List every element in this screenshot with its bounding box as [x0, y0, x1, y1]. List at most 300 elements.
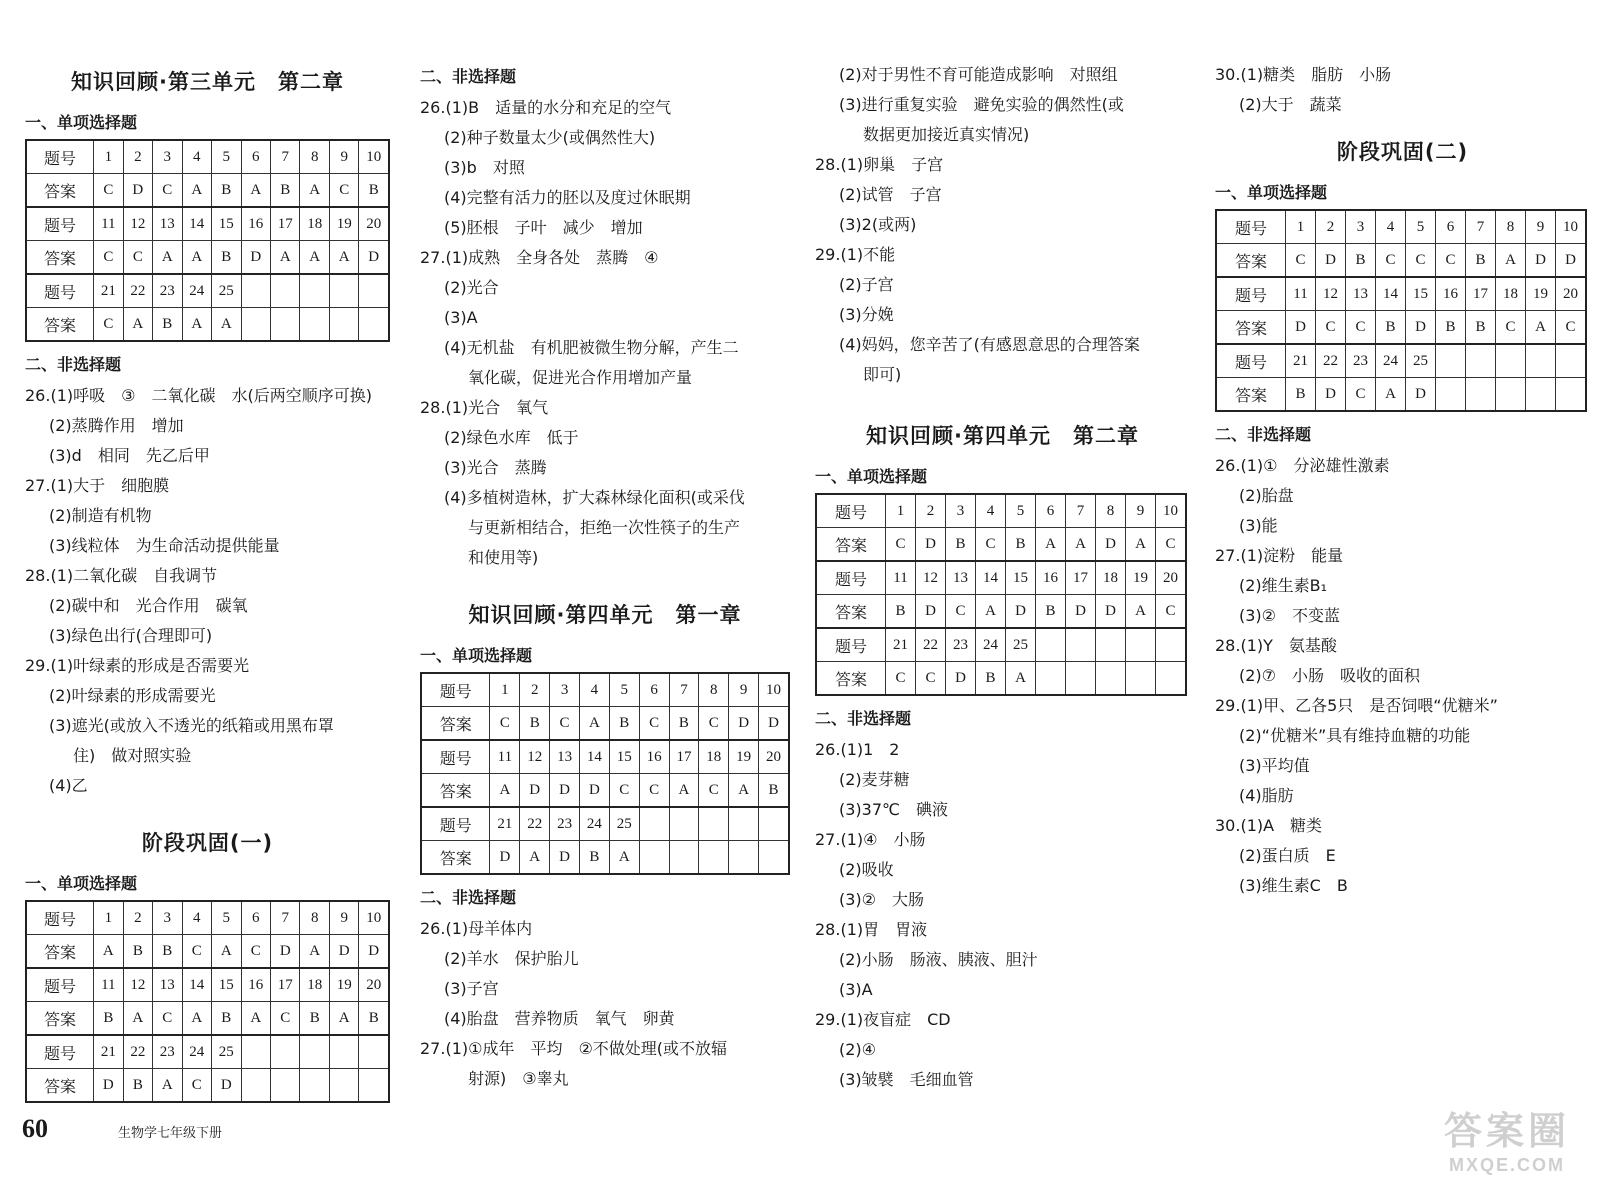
answer-line: (2)子宫: [839, 275, 894, 294]
table-cell: A: [329, 1002, 358, 1036]
table-cell: [300, 308, 329, 342]
table-cell: C: [609, 774, 639, 808]
table-cell: A: [300, 241, 329, 275]
table-cell: 13: [153, 207, 182, 241]
answer-line: (2)叶绿素的形成需要光: [49, 686, 216, 705]
answer-line: (3)37℃ 碘液: [839, 800, 948, 819]
table-cell: 13: [550, 740, 580, 774]
answer-line: (3)进行重复实验 避免实验的偶然性(或: [839, 95, 1124, 114]
answer-line: 26.(1)呼吸 ③ 二氧化碳 水(后两空顺序可换): [25, 386, 372, 405]
table-cell: 7: [271, 901, 300, 935]
heading-non-choice: 二、非选择题: [1215, 425, 1312, 444]
table-cell: 1: [490, 673, 520, 707]
table-cell: D: [123, 174, 152, 208]
table-cell: [329, 308, 358, 342]
table-cell: [759, 841, 789, 875]
answer-line: 30.(1)A 糖类: [1215, 816, 1323, 835]
table-cell: A: [123, 1002, 152, 1036]
table-cell: B: [1346, 244, 1376, 278]
table-cell: [699, 807, 729, 841]
table-cell: 9: [729, 673, 759, 707]
table-cell: D: [729, 707, 759, 741]
table-cell: 20: [1556, 277, 1587, 311]
row-label: 答案: [1216, 244, 1286, 278]
table-cell: 8: [300, 140, 329, 174]
table-cell: 16: [1036, 561, 1066, 595]
table-cell: A: [669, 774, 699, 808]
table-cell: B: [153, 308, 182, 342]
section-title: 阶段巩固(一): [141, 831, 274, 855]
table-row: [26, 140, 389, 174]
table-cell: A: [729, 774, 759, 808]
table-cell: [669, 841, 699, 875]
table-cell: [1156, 662, 1187, 696]
table-row: [1216, 244, 1586, 278]
table-cell: 2: [916, 494, 946, 528]
answer-line: (3)维生素C B: [1239, 876, 1348, 895]
table-cell: 12: [123, 968, 152, 1002]
table-cell: 2: [1316, 210, 1346, 244]
row-label: 题号: [421, 807, 490, 841]
table-cell: B: [1376, 311, 1406, 345]
table-cell: 11: [94, 207, 123, 241]
answer-line: 射源) ③睾丸: [468, 1069, 569, 1088]
answer-line: (2)大于 蔬菜: [1239, 95, 1342, 114]
table-cell: 11: [94, 968, 123, 1002]
answer-line: 28.(1)光合 氧气: [420, 398, 549, 417]
table-row: [26, 935, 389, 969]
table-cell: [1526, 344, 1556, 378]
heading-non-choice: 二、非选择题: [25, 355, 122, 374]
row-label: 题号: [26, 274, 94, 308]
table-cell: 8: [300, 901, 329, 935]
table-cell: 3: [153, 901, 182, 935]
table-cell: [1466, 344, 1496, 378]
table-row: [26, 207, 389, 241]
section-title: 知识回顾·第三单元 第二章: [71, 70, 344, 94]
answer-line: (2)光合: [444, 278, 499, 297]
table-cell: A: [609, 841, 639, 875]
table-cell: [300, 1035, 329, 1069]
table-cell: [1096, 628, 1126, 662]
row-label: 题号: [421, 673, 490, 707]
heading-non-choice: 二、非选择题: [815, 709, 912, 728]
row-label: 答案: [26, 935, 94, 969]
table-cell: D: [490, 841, 520, 875]
table-cell: A: [182, 174, 211, 208]
answer-lines: [815, 60, 1190, 390]
table-cell: C: [94, 308, 123, 342]
answer-line: (2)麦芽糖: [839, 770, 910, 789]
table-cell: [300, 274, 329, 308]
row-label: 答案: [421, 774, 490, 808]
table-row: [816, 595, 1186, 629]
answer-line: (4)脂肪: [1239, 786, 1294, 805]
table-cell: 6: [1036, 494, 1066, 528]
table-cell: B: [1036, 595, 1066, 629]
table-cell: 1: [94, 901, 123, 935]
table-cell: C: [699, 707, 729, 741]
table-cell: C: [886, 528, 916, 562]
row-label: 答案: [26, 1002, 94, 1036]
row-label: 题号: [26, 207, 94, 241]
table-cell: C: [329, 174, 358, 208]
table-cell: D: [212, 1069, 241, 1103]
heading-single-choice: 一、单项选择题: [25, 113, 138, 132]
answer-table: [25, 139, 390, 342]
table-cell: A: [1036, 528, 1066, 562]
row-label: 答案: [26, 1069, 94, 1103]
table-cell: C: [639, 707, 669, 741]
table-cell: 20: [359, 968, 389, 1002]
table-cell: D: [241, 241, 270, 275]
table-cell: 2: [123, 901, 152, 935]
table-cell: 5: [609, 673, 639, 707]
table-cell: D: [1316, 244, 1346, 278]
answer-line: 住) 做对照实验: [73, 746, 192, 765]
section-title: 知识回顾·第四单元 第二章: [866, 424, 1139, 448]
table-row: [1216, 210, 1586, 244]
answer-line: (2)绿色水库 低于: [444, 428, 579, 447]
answer-line: (2)对于男性不育可能造成影响 对照组: [839, 65, 1118, 84]
table-cell: D: [1406, 378, 1436, 412]
column-2: [420, 60, 790, 1094]
answer-line: (2)维生素B₁: [1239, 576, 1328, 595]
table-cell: 6: [241, 140, 270, 174]
table-row: [26, 1002, 389, 1036]
row-label: 题号: [1216, 344, 1286, 378]
table-cell: C: [946, 595, 976, 629]
table-cell: 17: [1466, 277, 1496, 311]
answer-line: 27.(1)④ 小肠: [815, 830, 926, 849]
table-cell: [639, 807, 669, 841]
table-cell: D: [1526, 244, 1556, 278]
table-cell: [1156, 628, 1187, 662]
table-cell: 18: [699, 740, 729, 774]
table-cell: 12: [916, 561, 946, 595]
table-cell: 25: [212, 1035, 241, 1069]
table-row: [421, 807, 789, 841]
answer-line: 27.(1)淀粉 能量: [1215, 546, 1344, 565]
table-cell: 9: [329, 140, 358, 174]
table-cell: B: [271, 174, 300, 208]
table-cell: A: [1126, 528, 1156, 562]
table-cell: [1126, 662, 1156, 696]
answer-line: 28.(1)胃 胃液: [815, 920, 928, 939]
answer-line: (3)2(或两): [839, 215, 917, 234]
table-cell: A: [241, 174, 270, 208]
table-cell: [1436, 378, 1466, 412]
table-cell: [271, 1069, 300, 1103]
row-label: 题号: [421, 740, 490, 774]
table-cell: 1: [94, 140, 123, 174]
table-cell: B: [579, 841, 609, 875]
table-cell: [729, 841, 759, 875]
table-cell: B: [212, 1002, 241, 1036]
table-cell: D: [946, 662, 976, 696]
table-cell: [329, 274, 358, 308]
table-cell: 4: [1376, 210, 1406, 244]
column-4: [1215, 60, 1590, 901]
table-cell: A: [212, 308, 241, 342]
table-row: [421, 740, 789, 774]
table-cell: 15: [609, 740, 639, 774]
table-cell: D: [1096, 595, 1126, 629]
watermark-brand: 答案圈: [1443, 1111, 1570, 1153]
table-cell: C: [94, 241, 123, 275]
column-1: [25, 60, 390, 1113]
answer-line: (4)完整有活力的胚以及度过休眠期: [444, 188, 691, 207]
answer-line: (3)绿色出行(合理即可): [49, 626, 213, 645]
table-cell: 10: [359, 901, 389, 935]
watermark-url: MXQE.COM: [1448, 1155, 1565, 1175]
table-cell: 10: [359, 140, 389, 174]
table-cell: 8: [1096, 494, 1126, 528]
table-row: [26, 1069, 389, 1103]
table-cell: C: [976, 528, 1006, 562]
column-3: [815, 60, 1190, 1095]
table-cell: 17: [271, 207, 300, 241]
table-cell: 8: [1496, 210, 1526, 244]
table-cell: 11: [490, 740, 520, 774]
row-label: 题号: [816, 628, 886, 662]
row-label: 答案: [1216, 378, 1286, 412]
answer-line: (2)种子数量太少(或偶然性大): [444, 128, 656, 147]
table-cell: C: [1286, 244, 1316, 278]
answer-line: (5)胚根 子叶 减少 增加: [444, 218, 643, 237]
table-cell: [1036, 628, 1066, 662]
table-cell: 3: [550, 673, 580, 707]
table-cell: D: [759, 707, 789, 741]
table-cell: B: [359, 174, 389, 208]
answer-line: 26.(1)1 2: [815, 740, 900, 759]
table-row: [816, 528, 1186, 562]
table-cell: 19: [1126, 561, 1156, 595]
table-cell: 6: [241, 901, 270, 935]
table-cell: C: [153, 1002, 182, 1036]
answer-line: 26.(1)① 分泌雄性激素: [1215, 456, 1390, 475]
table-cell: 12: [123, 207, 152, 241]
answer-line: (3)线粒体 为生命活动提供能量: [49, 536, 280, 555]
table-cell: 15: [212, 968, 241, 1002]
table-cell: B: [300, 1002, 329, 1036]
table-cell: B: [153, 935, 182, 969]
table-cell: 12: [1316, 277, 1346, 311]
heading-single-choice: 一、单项选择题: [25, 874, 138, 893]
table-cell: 18: [300, 207, 329, 241]
table-cell: 14: [579, 740, 609, 774]
table-cell: D: [579, 774, 609, 808]
answer-line: 27.(1)①成年 平均 ②不做处理(或不放辐: [420, 1039, 728, 1058]
table-row: [1216, 344, 1586, 378]
answer-line: (4)乙: [49, 776, 88, 795]
table-cell: A: [300, 174, 329, 208]
table-cell: 3: [946, 494, 976, 528]
row-label: 题号: [26, 1035, 94, 1069]
table-cell: 25: [212, 274, 241, 308]
answer-line: (4)妈妈，您辛苦了(有感恩意思的合理答案: [839, 335, 1140, 354]
table-cell: [241, 1035, 270, 1069]
table-cell: C: [123, 241, 152, 275]
table-row: [26, 241, 389, 275]
table-cell: [1556, 344, 1587, 378]
answer-line: (2)制造有机物: [49, 506, 152, 525]
table-cell: 23: [550, 807, 580, 841]
table-cell: B: [520, 707, 550, 741]
answer-table: [815, 493, 1187, 696]
heading-single-choice: 一、单项选择题: [815, 467, 928, 486]
table-cell: C: [182, 1069, 211, 1103]
table-cell: [359, 308, 389, 342]
answer-line: (3)能: [1239, 516, 1278, 535]
table-cell: 21: [94, 1035, 123, 1069]
table-cell: 5: [1006, 494, 1036, 528]
table-row: [26, 274, 389, 308]
answer-line: (3)d 相同 先乙后甲: [49, 446, 210, 465]
table-cell: 21: [94, 274, 123, 308]
table-cell: 11: [1286, 277, 1316, 311]
table-cell: A: [182, 308, 211, 342]
answer-line: (2)胎盘: [1239, 486, 1294, 505]
table-cell: C: [94, 174, 123, 208]
table-cell: 2: [123, 140, 152, 174]
table-cell: C: [1436, 244, 1466, 278]
table-cell: [729, 807, 759, 841]
table-cell: [699, 841, 729, 875]
answer-line: 28.(1)卵巢 子宫: [815, 155, 944, 174]
table-cell: 7: [669, 673, 699, 707]
table-cell: 3: [1346, 210, 1376, 244]
table-row: [1216, 277, 1586, 311]
table-row: [421, 707, 789, 741]
table-cell: 14: [182, 207, 211, 241]
answer-line: 29.(1)叶绿素的形成是否需要光: [25, 656, 250, 675]
table-cell: B: [976, 662, 1006, 696]
table-cell: 19: [329, 968, 358, 1002]
table-cell: 24: [182, 1035, 211, 1069]
table-cell: 12: [520, 740, 550, 774]
table-cell: 15: [1006, 561, 1036, 595]
table-cell: 10: [1156, 494, 1187, 528]
row-label: 题号: [1216, 210, 1286, 244]
table-cell: 22: [520, 807, 550, 841]
table-cell: B: [359, 1002, 389, 1036]
table-cell: [639, 841, 669, 875]
table-row: [26, 1035, 389, 1069]
table-cell: A: [1066, 528, 1096, 562]
answer-line: 和使用等): [468, 548, 539, 567]
table-cell: B: [1466, 311, 1496, 345]
table-cell: D: [1066, 595, 1096, 629]
table-cell: 24: [976, 628, 1006, 662]
table-cell: 4: [976, 494, 1006, 528]
answer-line: (2)碳中和 光合作用 碳氧: [49, 596, 248, 615]
table-cell: [359, 274, 389, 308]
table-cell: A: [241, 1002, 270, 1036]
table-cell: [1496, 378, 1526, 412]
answer-line: (3)光合 蒸腾: [444, 458, 547, 477]
answer-line: (4)多植树造林，扩大森林绿化面积(或采伐: [444, 488, 745, 507]
table-cell: D: [359, 241, 389, 275]
table-cell: 23: [153, 1035, 182, 1069]
table-cell: 7: [271, 140, 300, 174]
table-cell: [1066, 662, 1096, 696]
table-cell: C: [639, 774, 669, 808]
answer-line: 28.(1)二氧化碳 自我调节: [25, 566, 218, 585]
row-label: 答案: [816, 662, 886, 696]
table-cell: B: [759, 774, 789, 808]
table-cell: B: [1006, 528, 1036, 562]
table-cell: D: [520, 774, 550, 808]
answer-table: [420, 672, 790, 875]
table-cell: D: [550, 841, 580, 875]
answer-line: (3)平均值: [1239, 756, 1310, 775]
table-cell: C: [1376, 244, 1406, 278]
answer-line: 29.(1)甲、乙各5只 是否饲喂“优糖米”: [1215, 696, 1498, 715]
table-cell: [1036, 662, 1066, 696]
answer-line: (2)羊水 保护胎儿: [444, 949, 579, 968]
row-label: 题号: [26, 140, 94, 174]
table-cell: D: [94, 1069, 123, 1103]
row-label: 答案: [1216, 311, 1286, 345]
table-cell: 20: [359, 207, 389, 241]
row-label: 答案: [26, 308, 94, 342]
table-cell: [1556, 378, 1587, 412]
heading-non-choice: 二、非选择题: [420, 888, 517, 907]
answer-line: (3)子宫: [444, 979, 499, 998]
row-label: 题号: [816, 494, 886, 528]
table-cell: [1096, 662, 1126, 696]
table-cell: 2: [520, 673, 550, 707]
table-cell: B: [1466, 244, 1496, 278]
watermark-logo: [1444, 1100, 1570, 1176]
answer-table: [25, 900, 390, 1103]
answer-line: (3)分娩: [839, 305, 894, 324]
table-cell: C: [916, 662, 946, 696]
table-cell: B: [94, 1002, 123, 1036]
answer-line: 30.(1)糖类 脂肪 小肠: [1215, 65, 1392, 84]
table-cell: B: [123, 935, 152, 969]
table-cell: A: [976, 595, 1006, 629]
table-cell: [1436, 344, 1466, 378]
answer-line: 即可): [863, 365, 902, 384]
table-cell: 18: [300, 968, 329, 1002]
table-cell: [1066, 628, 1096, 662]
table-cell: 22: [916, 628, 946, 662]
section-title: 知识回顾·第四单元 第一章: [468, 603, 742, 627]
heading-single-choice: 一、单项选择题: [1215, 183, 1328, 202]
answer-lines: [420, 93, 790, 573]
table-cell: B: [212, 241, 241, 275]
answer-lines: [1215, 60, 1590, 120]
table-cell: A: [94, 935, 123, 969]
table-cell: 3: [153, 140, 182, 174]
table-cell: C: [1346, 311, 1376, 345]
table-cell: 20: [759, 740, 789, 774]
table-cell: B: [946, 528, 976, 562]
row-label: 题号: [1216, 277, 1286, 311]
table-cell: 14: [182, 968, 211, 1002]
table-cell: 23: [153, 274, 182, 308]
book-title: 生物学七年级下册: [118, 1126, 223, 1141]
answer-line: (2)吸收: [839, 860, 894, 879]
table-cell: [241, 274, 270, 308]
answer-lines: [25, 381, 390, 801]
table-cell: A: [1376, 378, 1406, 412]
table-cell: 22: [1316, 344, 1346, 378]
table-cell: [759, 807, 789, 841]
table-cell: C: [241, 935, 270, 969]
